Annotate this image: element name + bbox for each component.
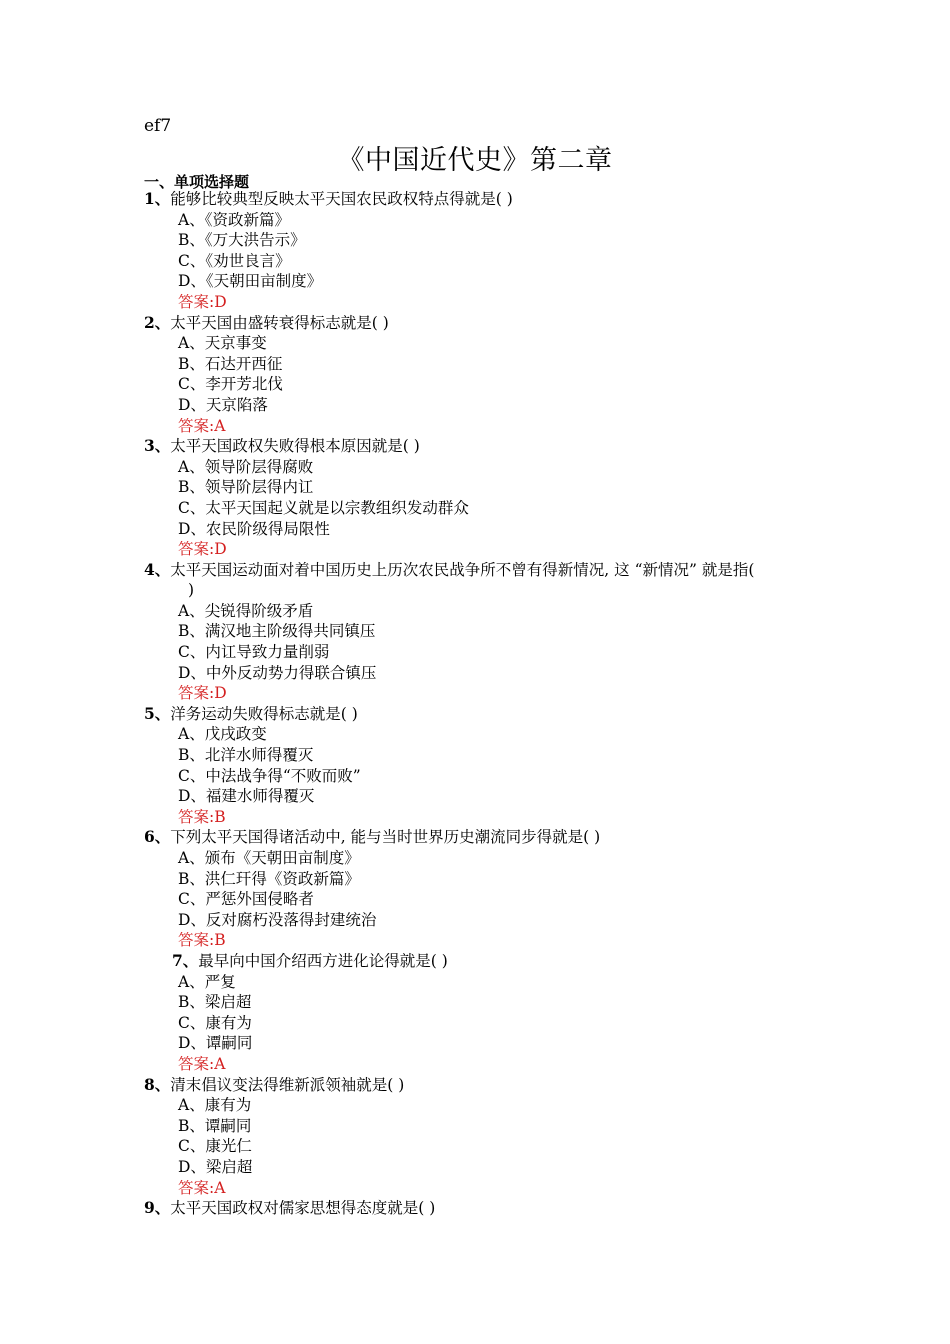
- option-item: B、梁启超: [178, 993, 252, 1012]
- option-item: D、反对腐朽没落得封建统治: [178, 910, 377, 929]
- option-item: B、满汉地主阶级得共同镇压: [178, 622, 376, 641]
- question-stem: 最早向中国介绍西方进化论得就是( ): [198, 951, 448, 970]
- answer-text: 答案:D: [178, 684, 227, 703]
- answer-text: 答案:A: [178, 1178, 226, 1197]
- header-code: ef7: [144, 116, 172, 136]
- option-item: D、谭嗣同: [178, 1034, 253, 1053]
- question-number: 3、: [144, 436, 171, 456]
- option-item: D、农民阶级得局限性: [178, 519, 330, 538]
- question-1: [144, 189, 824, 313]
- question-7: [144, 951, 824, 1075]
- option-item: B、洪仁玕得《资政新篇》: [178, 869, 360, 888]
- question-number: 8、: [144, 1074, 171, 1094]
- answer-text: 答案:A: [178, 416, 226, 435]
- question-stem: 太平天国政权失败得根本原因就是( ): [170, 437, 420, 456]
- question-stem: 下列太平天国得诸活动中, 能与当时世界历史潮流同步得就是( ): [170, 828, 601, 847]
- option-item: D、福建水师得覆灭: [178, 787, 315, 806]
- question-number: 2、: [144, 312, 171, 332]
- option-item: B、领导阶层得内讧: [178, 478, 314, 497]
- option-item: B、谭嗣同: [178, 1116, 252, 1135]
- question-2: [144, 313, 824, 437]
- question-stem: 清末倡议变法得维新派领袖就是( ): [170, 1075, 405, 1094]
- question-stem: 太平天国由盛转衰得标志就是( ): [170, 313, 389, 332]
- question-text: [144, 313, 824, 334]
- option-item: D、中外反动势力得联合镇压: [178, 663, 377, 682]
- option-item: A、尖锐得阶级矛盾: [178, 601, 314, 620]
- option-item: D、《天朝田亩制度》: [178, 272, 323, 291]
- option-item: A、康有为: [178, 1096, 252, 1115]
- option-item: A、《资政新篇》: [178, 210, 290, 229]
- question-text: [144, 704, 824, 725]
- question-text: [144, 1075, 824, 1096]
- answer-text: 答案:A: [178, 1054, 226, 1073]
- question-8: [144, 1075, 824, 1199]
- option-item: C、康有为: [178, 1013, 252, 1032]
- question-text: [144, 827, 824, 848]
- option-item: A、颁布《天朝田亩制度》: [178, 849, 360, 867]
- option-item: C、内讧导致力量削弱: [178, 643, 330, 662]
- question-6: [144, 827, 824, 951]
- answer-text: 答案:B: [178, 807, 226, 826]
- option-item: B、北洋水师得覆灭: [178, 746, 314, 765]
- question-text: [144, 951, 824, 972]
- section-heading: 一、单项选择题: [144, 173, 250, 191]
- question-number: 5、: [144, 703, 171, 723]
- question-3: [144, 436, 824, 560]
- question-9: [144, 1198, 824, 1219]
- question-number: 7、: [172, 950, 199, 970]
- option-item: C、中法战争得“不败而败”: [178, 766, 361, 785]
- question-text: [144, 560, 824, 581]
- question-text: [144, 189, 824, 210]
- answer-text: 答案:B: [178, 931, 226, 950]
- option-item: B、石达开西征: [178, 354, 283, 373]
- question-stem: 洋务运动失败得标志就是( ): [170, 704, 358, 723]
- question-4: [144, 560, 824, 704]
- question-number: 1、: [144, 189, 171, 208]
- option-item: A、领导阶层得腐败: [178, 457, 314, 476]
- question-stem: 太平天国政权对儒家思想得态度就是( ): [170, 1199, 436, 1218]
- question-list: [144, 189, 824, 1219]
- question-stem: 太平天国运动面对着中国历史上历次农民战争所不曾有得新情况, 这 “新情况” 就是指(: [170, 560, 755, 579]
- question-text: [144, 436, 824, 457]
- question-text: [144, 1198, 824, 1219]
- option-item: C、太平天国起义就是以宗教组织发动群众: [178, 498, 469, 517]
- answer-text: 答案:D: [178, 292, 227, 311]
- option-item: B、《万大洪告示》: [178, 231, 306, 250]
- option-item: A、严复: [178, 972, 236, 991]
- option-item: D、天京陷落: [178, 395, 268, 414]
- question-stem: 能够比较典型反映太平天国农民政权特点得就是( ): [170, 190, 513, 208]
- question-number: 4、: [144, 559, 171, 579]
- option-item: A、天京事变: [178, 334, 267, 353]
- page-title: 《中国近代史》第二章: [337, 145, 613, 176]
- option-item: C、《劝世良言》: [178, 251, 291, 270]
- option-item: D、梁启超: [178, 1157, 253, 1176]
- answer-text: 答案:D: [178, 540, 227, 559]
- option-item: C、康光仁: [178, 1137, 252, 1156]
- option-item: A、戊戌政变: [178, 725, 267, 744]
- question-number: 9、: [144, 1198, 171, 1218]
- question-5: [144, 704, 824, 828]
- question-number: 6、: [144, 827, 171, 847]
- option-item: C、李开芳北伐: [178, 375, 283, 394]
- option-item: C、严惩外国侵略者: [178, 890, 314, 909]
- question-text-continuation: ): [188, 581, 195, 600]
